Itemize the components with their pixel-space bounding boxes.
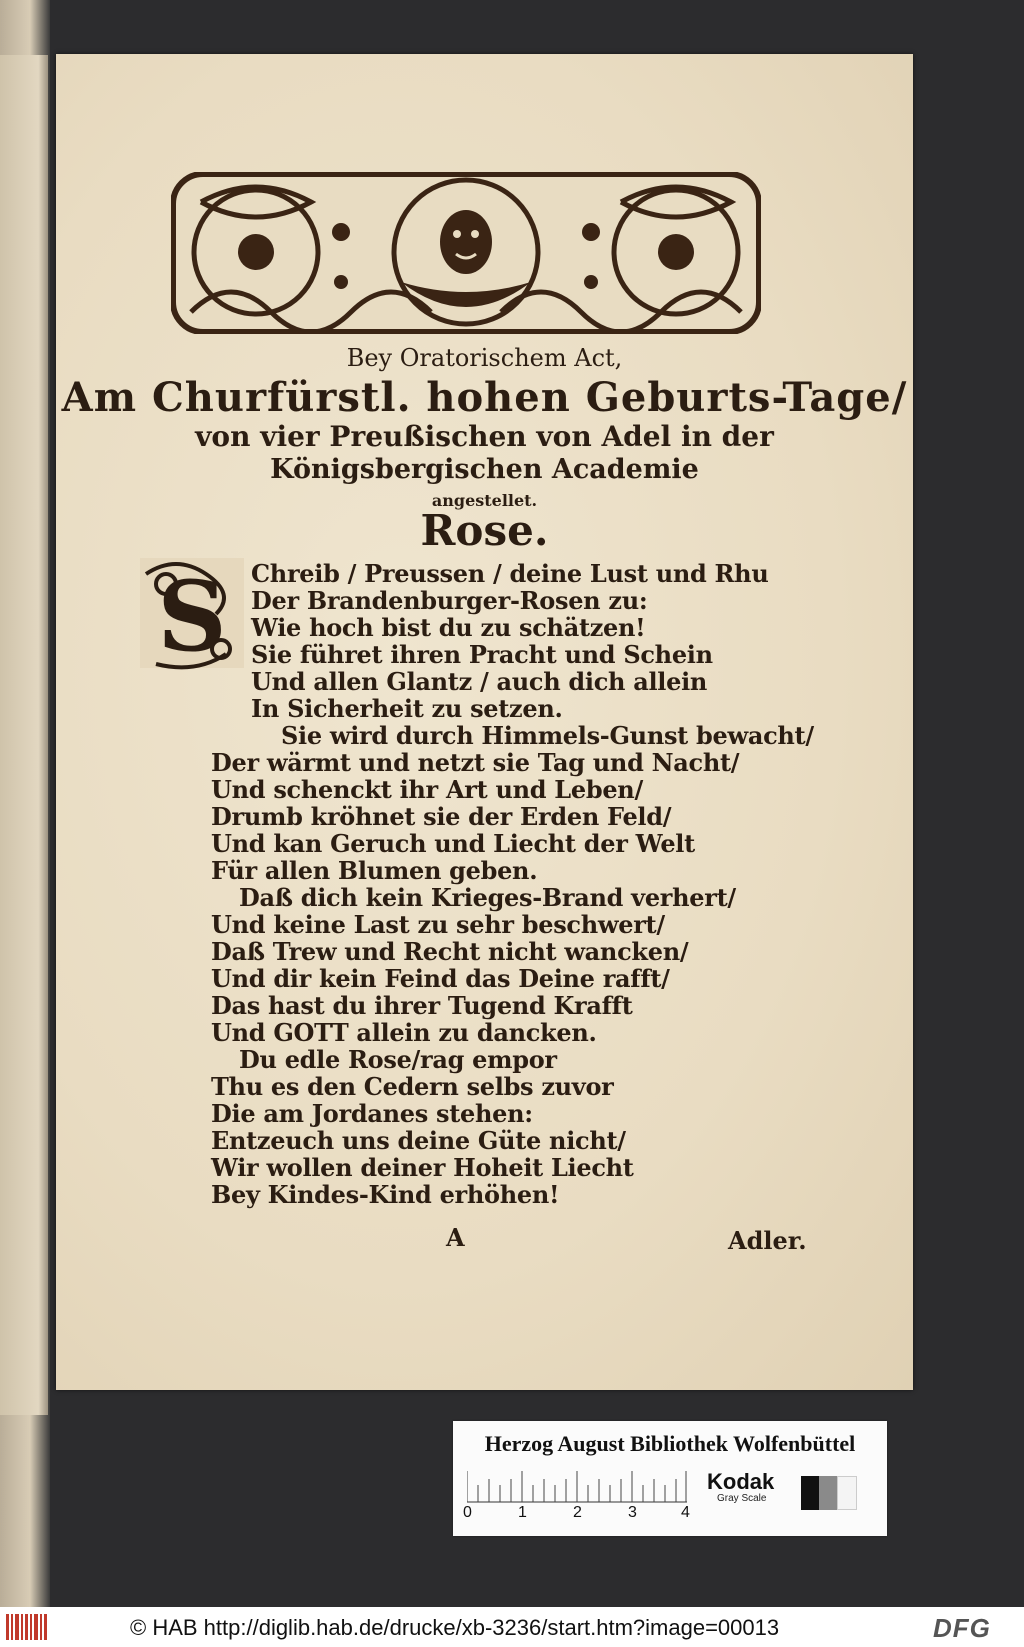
catchword: Adler. <box>728 1226 807 1255</box>
initial-letter: S <box>157 560 227 672</box>
poem-line: Und dir kein Feind das Deine rafft/ <box>211 964 670 993</box>
poem-line: Chreib / Preussen / deine Lust und Rhu <box>251 559 769 588</box>
poem-line: Entzeuch uns deine Güte nicht/ <box>211 1126 626 1155</box>
poem-line: Sie wird durch Himmels-Gunst bewacht/ <box>281 721 814 750</box>
gray-scale-label: Gray Scale <box>717 1493 767 1504</box>
ruler-number: 3 <box>628 1504 637 1521</box>
heading-occasion: Bey Oratorischem Act, <box>346 344 623 372</box>
poem-line: Und keine Last zu sehr beschwert/ <box>211 910 665 939</box>
poem-line: Sie führet ihren Pracht und Schein <box>251 640 713 669</box>
copyright-url[interactable]: © HAB http://diglib.hab.de/drucke/xb-3236/start.htm?image=00013 <box>130 1615 780 1640</box>
poem-line: Der Brandenburger-Rosen zu: <box>251 586 648 615</box>
poem-line: Thu es den Cedern selbs zuvor <box>211 1072 614 1101</box>
gray-swatches <box>801 1476 857 1510</box>
poem-line: Und allen Glantz / auch dich allein <box>251 667 708 696</box>
barcode-icon <box>6 1614 48 1640</box>
poem-line: Und schenckt ihr Art und Leben/ <box>211 775 643 804</box>
poem-line: Drumb kröhnet sie der Erden Feld/ <box>211 802 672 831</box>
section-title: Rose. <box>420 506 549 555</box>
heading-academy: Königsbergischen Academie <box>270 454 699 485</box>
decorated-initial <box>136 554 248 672</box>
swatch-black <box>801 1476 819 1510</box>
poem-line: Der wärmt und netzt sie Tag und Nacht/ <box>211 748 740 777</box>
heading-title: Am Churfürstl. hohen Geburts-Tage/ <box>61 374 908 421</box>
poem-line: Bey Kindes-Kind erhöhen! <box>211 1180 560 1209</box>
signature-mark: A <box>446 1223 465 1252</box>
poem-line: Die am Jordanes stehen: <box>211 1099 533 1128</box>
swatch-gray <box>819 1476 837 1510</box>
poem-line: Und kan Geruch und Liecht der Welt <box>211 829 695 858</box>
poem-line: Du edle Rose/rag empor <box>239 1045 557 1074</box>
poem-line: In Sicherheit zu setzen. <box>251 694 563 723</box>
ruler-number: 0 <box>463 1504 472 1521</box>
heading-subtitle: von vier Preußischen von Adel in der <box>195 420 774 453</box>
left-page-edge <box>0 55 48 1415</box>
kodak-brand: Kodak <box>707 1469 775 1494</box>
ornamental-headpiece <box>171 172 761 334</box>
ruler-scale <box>467 1471 687 1503</box>
ruler-number: 1 <box>518 1504 527 1521</box>
poem-line: Wir wollen deiner Hoheit Liecht <box>211 1153 634 1182</box>
heading-note: angestellet. <box>431 491 538 510</box>
poem-line: Für allen Blumen geben. <box>211 856 538 885</box>
poem-line: Und GOTT allein zu dancken. <box>211 1018 597 1047</box>
poem-line: Daß dich kein Krieges-Brand verhert/ <box>239 883 736 912</box>
poem-line: Daß Trew und Recht nicht wancken/ <box>211 937 689 966</box>
footer-bar <box>0 1607 1024 1647</box>
poem-line: Wie hoch bist du zu schätzen! <box>251 613 646 642</box>
dfg-logo: DFG <box>933 1613 991 1643</box>
ruler-number: 4 <box>681 1504 690 1521</box>
color-target-card <box>453 1421 887 1536</box>
swatch-white <box>837 1476 857 1510</box>
library-name: Herzog August Bibliothek Wolfenbüttel <box>484 1431 856 1456</box>
document-page <box>56 54 913 1390</box>
poem-line: Das hast du ihrer Tugend Krafft <box>211 991 633 1020</box>
ruler-number: 2 <box>573 1504 582 1521</box>
